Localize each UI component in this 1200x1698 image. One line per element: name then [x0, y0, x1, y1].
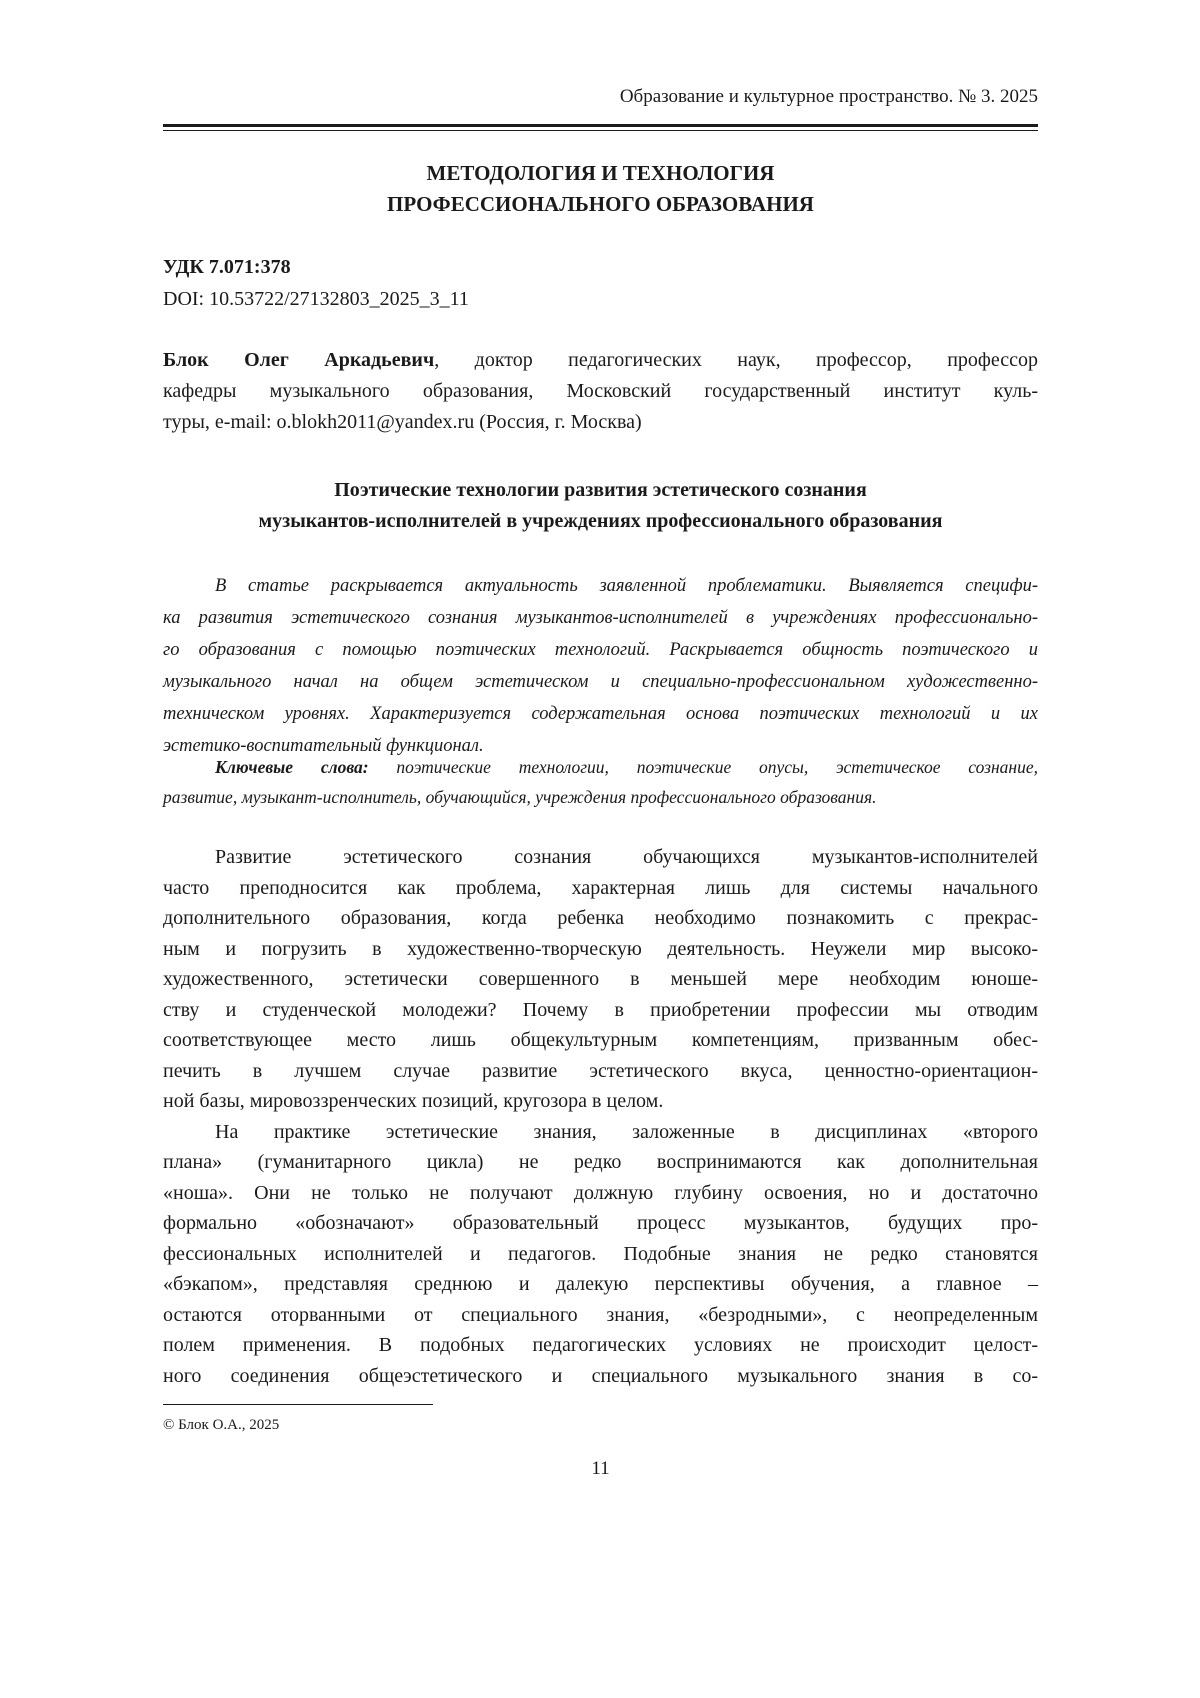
paragraph-line: плана» (гуманитарного цикла) не редко воспринимаются как дополнительная [163, 1151, 1038, 1173]
author-affiliation-line: кафедры музыкального образования, Московский государственный институт куль- [163, 380, 1038, 402]
section-title [163, 158, 1038, 220]
paragraph-line: ству и студенческой молодежи? Почему в приобретении профессии мы отводим [163, 998, 1038, 1021]
paragraph-line: «ноша». Они не только не получают должную глубину освоения, но и достаточно [163, 1181, 1038, 1204]
article-title-line: Поэтические технологии развития эстетического сознания [334, 479, 867, 501]
keywords-text: поэтические технологии, поэтические опусы, эстетическое сознание, [368, 757, 1038, 777]
header-rule-thick [163, 124, 1038, 127]
paragraph-line: соответствующее место лишь общекультурным компетенциям, призванным обес- [163, 1029, 1038, 1051]
paragraph-line: полем применения. В подобных педагогических условиях не происходит целост- [163, 1334, 1038, 1356]
section-title-line: ПРОФЕССИОНАЛЬНОГО ОБРАЗОВАНИЯ [387, 192, 814, 216]
udk-code: УДК 7.071:378 [163, 256, 291, 278]
paragraph-line: ного соединения общеэстетического и специального музыкального знания в со- [163, 1364, 1038, 1387]
author-info [163, 345, 1038, 438]
paragraph-line: часто преподносится как проблема, характерная лишь для системы начального [163, 876, 1038, 899]
section-title-line: МЕТОДОЛОГИЯ И ТЕХНОЛОГИЯ [426, 161, 775, 185]
article-title-line: музыкантов-исполнителей в учреждениях профессионального образования [258, 509, 943, 532]
abstract-line: техническом уровнях. Характеризуется содержательная основа поэтических технологий и их [163, 704, 1038, 724]
abstract-line: го образования с помощью поэтических технологий. Раскрывается общность поэтического и [163, 640, 1038, 660]
paragraph-line: ной базы, мировоззренческих позиций, кругозора в целом. [163, 1090, 664, 1112]
body-text [163, 842, 1038, 1391]
keywords-text: развитие, музыкант-исполнитель, обучающийся, учреждения профессионального образования. [163, 787, 877, 807]
paragraph-line: художественного, эстетически совершенного в меньшей мере необходим юноше- [163, 968, 1038, 990]
paragraph-line: фессиональных исполнителей и педагогов. Подобные знания не редко становятся [163, 1242, 1038, 1265]
abstract-line: В статье раскрывается актуальность заявленной проблематики. Выявляется специфи- [215, 576, 1038, 596]
paragraph [163, 842, 1038, 1117]
doi: DOI: 10.53722/27132803_2025_3_11 [163, 288, 469, 310]
author-affiliation-line: туры, e-mail: o.blokh2011@yandex.ru (Россия, г. Москва) [163, 411, 642, 433]
paragraph-line: формально «обозначают» образовательный процесс музыкантов, будущих про- [163, 1212, 1038, 1234]
abstract-line: ка развития эстетического сознания музыкантов-исполнителей в учреждениях профессионально- [163, 608, 1038, 628]
article-title [163, 475, 1038, 536]
footnote-rule [163, 1404, 433, 1405]
abstract-line: музыкального начал на общем эстетическом и специально-профессиональном художественно- [163, 672, 1038, 692]
keywords [163, 752, 1038, 812]
paragraph [163, 1117, 1038, 1392]
copyright-footnote: © Блок О.А., 2025 [163, 1417, 280, 1433]
abstract [163, 570, 1038, 762]
paragraph-line: ным и погрузить в художественно-творческую деятельность. Неужели мир высоко- [163, 937, 1038, 960]
paragraph-line: На практике эстетические знания, заложенные в дисциплинах «второго [215, 1120, 1038, 1143]
paragraph-line: дополнительного образования, когда ребенка необходимо познакомить с прекрас- [163, 907, 1038, 929]
paragraph-line: печить в лучшем случае развитие эстетического вкуса, ценностно-ориентацион- [163, 1059, 1038, 1082]
keywords-label: Ключевые слова: [215, 757, 369, 777]
page-number: 11 [591, 1458, 610, 1479]
author-affiliation-line: , доктор педагогических наук, профессор, профессор [434, 349, 1038, 371]
paragraph-line: остаются оторванными от специального знания, «безродными», с неопределенным [163, 1303, 1038, 1326]
running-head: Образование и культурное пространство. № 3. 2025 [619, 86, 1038, 107]
abstract-line: эстетико-воспитательный функционал. [163, 736, 484, 756]
paragraph-line: Развитие эстетического сознания обучающихся музыкантов-исполнителей [215, 846, 1038, 868]
paragraph-line: «бэкапом», представляя среднюю и далекую перспективы обучения, а главное – [163, 1273, 1038, 1295]
author-name: Блок Олег Аркадьевич [163, 349, 435, 371]
header-rule-thin [163, 130, 1038, 131]
